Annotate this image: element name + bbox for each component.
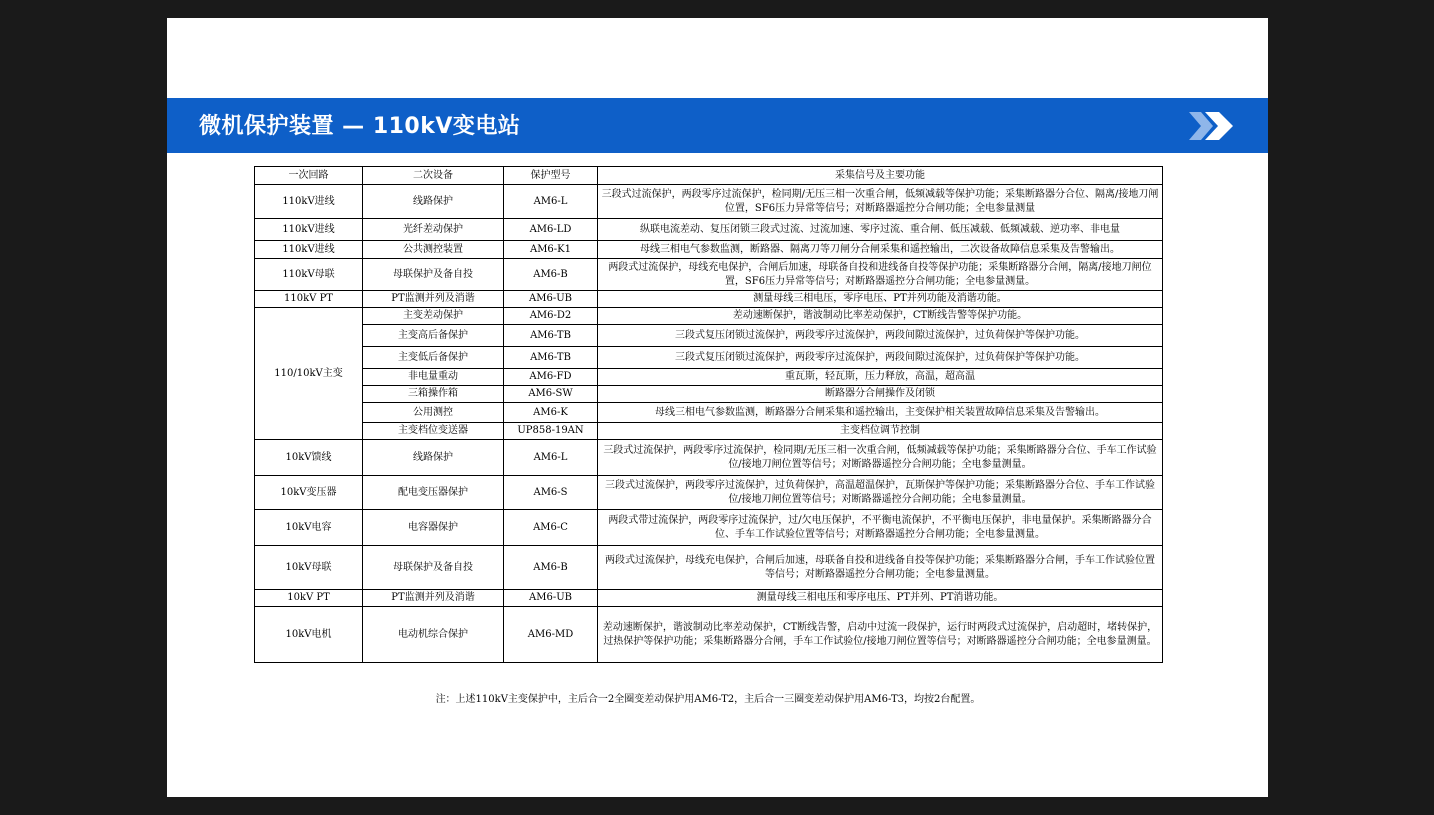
cell-device: PT监测并列及消谐 bbox=[363, 590, 504, 607]
table-header-row bbox=[255, 167, 1163, 185]
cell-function: 三段式复压闭锁过流保护，两段零序过流保护，两段间隙过流保护，过负荷保护等保护功能。 bbox=[598, 347, 1163, 369]
table-row bbox=[255, 308, 1163, 325]
cell-model: AM6-TB bbox=[504, 347, 598, 369]
cell-function: 母线三相电气参数监测，断路器、隔离刀等刀闸分合闸采集和遥控输出，二次设备故障信息采集及告警输出。 bbox=[598, 241, 1163, 259]
cell-device: 三箱操作箱 bbox=[363, 386, 504, 403]
header-device: 二次设备 bbox=[363, 167, 504, 185]
table-row bbox=[255, 476, 1163, 510]
cell-device: 主变低后备保护 bbox=[363, 347, 504, 369]
cell-function: 三段式复压闭锁过流保护，两段零序过流保护，两段间隙过流保护，过负荷保护等保护功能。 bbox=[598, 325, 1163, 347]
header-function: 采集信号及主要功能 bbox=[598, 167, 1163, 185]
cell-model: AM6-S bbox=[504, 476, 598, 510]
cell-model: AM6-SW bbox=[504, 386, 598, 403]
cell-model: AM6-K1 bbox=[504, 241, 598, 259]
cell-model: UP858-19AN bbox=[504, 423, 598, 440]
page-title: 微机保护装置 — 110kV变电站 bbox=[199, 114, 521, 139]
cell-circuit: 110kV PT bbox=[255, 291, 363, 308]
table-row bbox=[255, 185, 1163, 219]
cell-function: 三段式过流保护，两段零序过流保护，过负荷保护，高温超温保护，瓦斯保护等保护功能；采集断路器分合位、手车工作试验位/接地刀闸位置等信号；对断路器遥控分合闸功能；全电参量测量。 bbox=[598, 476, 1163, 510]
cell-device: 电动机综合保护 bbox=[363, 607, 504, 663]
cell-device: 线路保护 bbox=[363, 185, 504, 219]
table-row bbox=[255, 347, 1163, 369]
table-row bbox=[255, 607, 1163, 663]
protection-device-table bbox=[254, 166, 1163, 663]
cell-device: 公用测控 bbox=[363, 403, 504, 423]
cell-circuit: 110kV母联 bbox=[255, 259, 363, 291]
cell-model: AM6-TB bbox=[504, 325, 598, 347]
cell-device: 配电变压器保护 bbox=[363, 476, 504, 510]
cell-model: AM6-L bbox=[504, 185, 598, 219]
table-row bbox=[255, 403, 1163, 423]
cell-device: 主变高后备保护 bbox=[363, 325, 504, 347]
cell-circuit: 10kV变压器 bbox=[255, 476, 363, 510]
cell-device: 母联保护及备自投 bbox=[363, 259, 504, 291]
cell-device: 主变差动保护 bbox=[363, 308, 504, 325]
cell-function: 差动速断保护，谐波制动比率差动保护，CT断线告警，启动中过流一段保护，运行时两段式过流保护，启动超时，堵转保护，过热保护等保护功能；采集断路器分合闸，手车工作试验位/接地刀闸位置等信号；对断路器遥控分合闸功能；全电参量测量。 bbox=[598, 607, 1163, 663]
cell-model: AM6-D2 bbox=[504, 308, 598, 325]
cell-model: AM6-UB bbox=[504, 590, 598, 607]
cell-device: 主变档位变送器 bbox=[363, 423, 504, 440]
cell-device: 线路保护 bbox=[363, 440, 504, 476]
cell-model: AM6-K bbox=[504, 403, 598, 423]
table-row bbox=[255, 386, 1163, 403]
cell-circuit: 110/10kV主变 bbox=[255, 308, 363, 440]
cell-function: 差动速断保护，谐波制动比率差动保护，CT断线告警等保护功能。 bbox=[598, 308, 1163, 325]
cell-device: 光纤差动保护 bbox=[363, 219, 504, 241]
cell-circuit: 10kV电机 bbox=[255, 607, 363, 663]
table-footnote: 注：上述110kV主变保护中，主后合一2全圈变差动保护用AM6-T2，主后合一三圈变差动保护用AM6-T3，均按2台配置。 bbox=[435, 694, 981, 705]
cell-device: 公共测控装置 bbox=[363, 241, 504, 259]
cell-function: 主变档位调节控制 bbox=[598, 423, 1163, 440]
table-row bbox=[255, 241, 1163, 259]
cell-function: 三段式过流保护，两段零序过流保护，检同期/无压三相一次重合闸，低频减载等保护功能；采集断路器分合位、隔离/接地刀闸位置，SF6压力异常等信号；对断路器遥控分合闸功能；全电参量测量 bbox=[598, 185, 1163, 219]
cell-model: AM6-MD bbox=[504, 607, 598, 663]
cell-model: AM6-FD bbox=[504, 369, 598, 386]
cell-circuit: 110kV进线 bbox=[255, 219, 363, 241]
cell-model: AM6-LD bbox=[504, 219, 598, 241]
header-model: 保护型号 bbox=[504, 167, 598, 185]
slide bbox=[167, 18, 1268, 797]
cell-function: 断路器分合闸操作及闭锁 bbox=[598, 386, 1163, 403]
table-row bbox=[255, 291, 1163, 308]
cell-circuit: 10kV PT bbox=[255, 590, 363, 607]
cell-function: 测量母线三相电压，零序电压、PT并列功能及消谐功能。 bbox=[598, 291, 1163, 308]
cell-function: 测量母线三相电压和零序电压、PT并列、PT消谐功能。 bbox=[598, 590, 1163, 607]
cell-function: 三段式过流保护，两段零序过流保护，检同期/无压三相一次重合闸，低频减载等保护功能；采集断路器分合位、手车工作试验位/接地刀闸位置等信号；对断路器遥控分合闸功能；全电参量测量。 bbox=[598, 440, 1163, 476]
table-row bbox=[255, 259, 1163, 291]
cell-device: 电容器保护 bbox=[363, 510, 504, 546]
cell-device: 非电量重动 bbox=[363, 369, 504, 386]
table-row bbox=[255, 590, 1163, 607]
table-row bbox=[255, 546, 1163, 590]
table-row bbox=[255, 219, 1163, 241]
cell-device: 母联保护及备自投 bbox=[363, 546, 504, 590]
cell-function: 两段式带过流保护，两段零序过流保护，过/欠电压保护，不平衡电流保护，不平衡电压保护，非电量保护。采集断路器分合位、手车工作试验位置等信号；对断路器遥控分合闸功能；全电参量测量。 bbox=[598, 510, 1163, 546]
table-row bbox=[255, 510, 1163, 546]
table-row bbox=[255, 423, 1163, 440]
table-row bbox=[255, 440, 1163, 476]
cell-function: 纵联电流差动、复压闭锁三段式过流、过流加速、零序过流、重合闸、低压减载、低频减载、逆功率、非电量 bbox=[598, 219, 1163, 241]
table-row bbox=[255, 325, 1163, 347]
cell-circuit: 110kV进线 bbox=[255, 185, 363, 219]
cell-model: AM6-B bbox=[504, 546, 598, 590]
cell-circuit: 10kV馈线 bbox=[255, 440, 363, 476]
double-chevron-right-icon bbox=[1187, 112, 1237, 140]
cell-device: PT监测并列及消谐 bbox=[363, 291, 504, 308]
cell-circuit: 10kV电容 bbox=[255, 510, 363, 546]
cell-function: 母线三相电气参数监测，断路器分合闸采集和遥控输出，主变保护相关装置故障信息采集及告警输出。 bbox=[598, 403, 1163, 423]
cell-circuit: 110kV进线 bbox=[255, 241, 363, 259]
cell-function: 两段式过流保护，母线充电保护，合闸后加速，母联备自投和进线备自投等保护功能；采集断路器分合闸，隔离/接地刀闸位置，SF6压力异常等信号；对断路器遥控分合闸功能；全电参量测量。 bbox=[598, 259, 1163, 291]
cell-model: AM6-B bbox=[504, 259, 598, 291]
cell-function: 两段式过流保护，母线充电保护，合闸后加速，母联备自投和进线备自投等保护功能；采集断路器分合闸，手车工作试验位置等信号；对断路器遥控分合闸功能；全电参量测量。 bbox=[598, 546, 1163, 590]
cell-model: AM6-L bbox=[504, 440, 598, 476]
cell-circuit: 10kV母联 bbox=[255, 546, 363, 590]
cell-function: 重瓦斯，轻瓦斯，压力释放，高温，超高温 bbox=[598, 369, 1163, 386]
cell-model: AM6-UB bbox=[504, 291, 598, 308]
title-banner bbox=[167, 98, 1268, 153]
header-circuit: 一次回路 bbox=[255, 167, 363, 185]
table-row bbox=[255, 369, 1163, 386]
cell-model: AM6-C bbox=[504, 510, 598, 546]
